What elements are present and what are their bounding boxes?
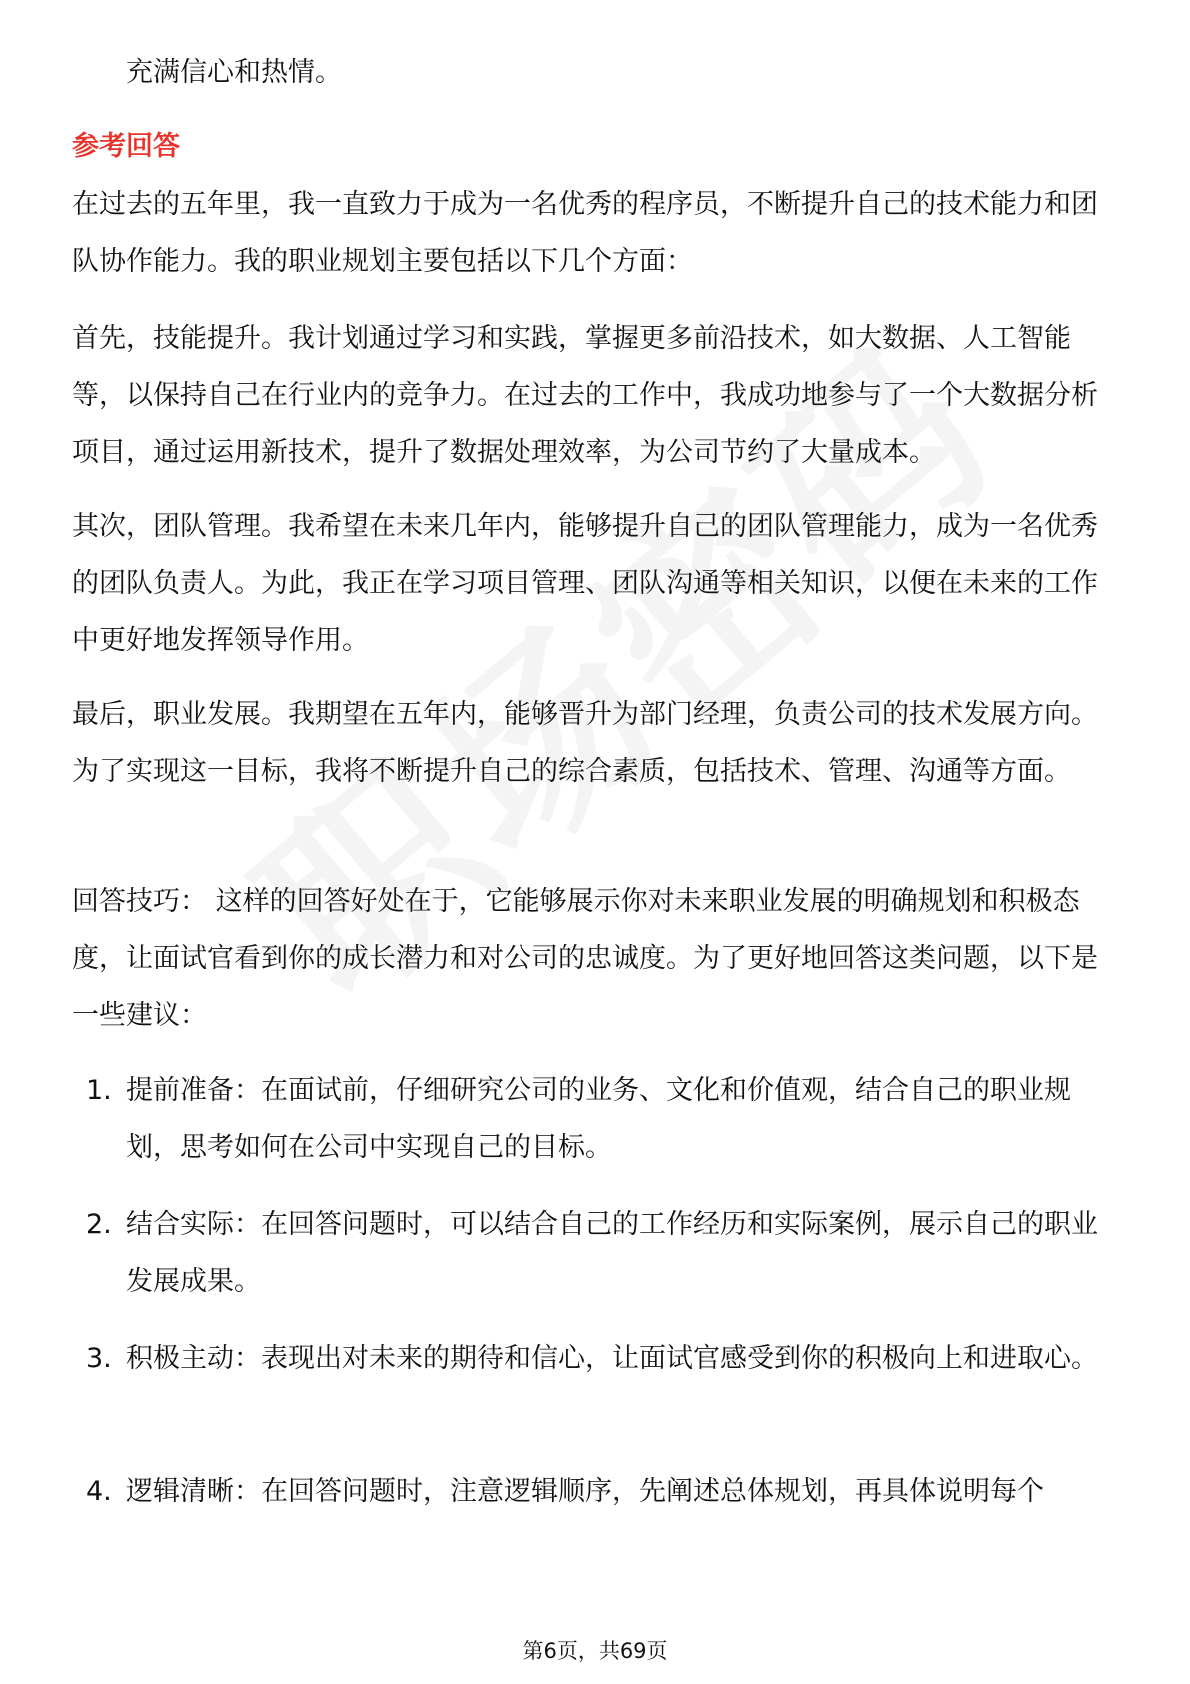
list-item-number: 2. [86, 1209, 112, 1240]
paragraph-intro: 在过去的五年里，我一直致力于成为一名优秀的程序员，不断提升自己的技术能力和团队协作能力。我的职业规划主要包括以下几个方面： [72, 189, 1098, 277]
list-item-number: 3. [86, 1343, 112, 1374]
list-item-number: 4. [86, 1476, 112, 1507]
paragraph-career: 最后，职业发展。我期望在五年内，能够晋升为部门经理，负责公司的技术发展方向。为了实现这一目标，我将不断提升自己的综合素质，包括技术、管理、沟通等方面。 [72, 699, 1098, 787]
paragraph-team: 其次，团队管理。我希望在未来几年内，能够提升自己的团队管理能力，成为一名优秀的团队负责人。为此，我正在学习项目管理、团队沟通等相关知识，以便在未来的工作中更好地发挥领导作用。 [72, 511, 1098, 656]
continuation-text: 充满信心和热情。 [126, 57, 342, 88]
paragraph-tips: 回答技巧： 这样的回答好处在于，它能够展示你对未来职业发展的明确规划和积极态度，让面试官看到你的成长潜力和对公司的忠诚度。为了更好地回答这类问题，以下是一些建议： [72, 886, 1098, 1031]
list-item-text: 逻辑清晰：在回答问题时，注意逻辑顺序，先阐述总体规划，再具体说明每个 [126, 1476, 1044, 1507]
list-item-number: 1. [86, 1075, 112, 1106]
list-item-text: 提前准备：在面试前，仔细研究公司的业务、文化和价值观，结合自己的职业规划，思考如何在公司中实现自己的目标。 [126, 1075, 1071, 1163]
list-item-text: 积极主动：表现出对未来的期待和信心，让面试官感受到你的积极向上和进取心。 [126, 1343, 1098, 1374]
list-item-text: 结合实际：在回答问题时，可以结合自己的工作经历和实际案例，展示自己的职业发展成果。 [126, 1209, 1098, 1297]
section-heading: 参考回答 [72, 131, 180, 162]
page-footer: 第6页，共69页 [522, 1639, 668, 1663]
paragraph-skills: 首先，技能提升。我计划通过学习和实践，掌握更多前沿技术，如大数据、人工智能等，以保持自己在行业内的竞争力。在过去的工作中，我成功地参与了一个大数据分析项目，通过运用新技术，提升了数据处理效率，为公司节约了大量成本。 [72, 323, 1098, 468]
